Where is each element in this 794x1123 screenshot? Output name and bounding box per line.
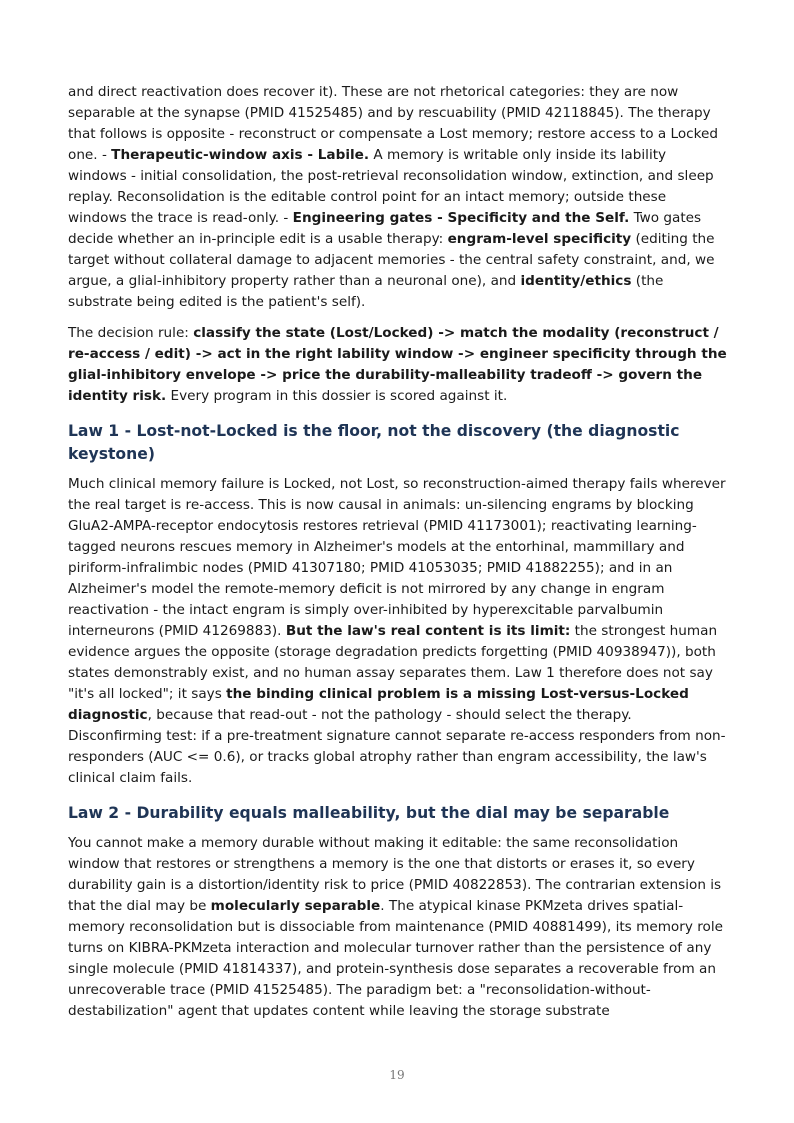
- text-run: and direct reactivation does recover it). These are not rhetorical categories: they are now separable at the synapse (PMID 41525485) and by rescuability (PMID 42118845). The therapy that follows is opposite - reconstruct or compensate a Lost memory; restore access to a Locked one. -: [68, 84, 719, 163]
- law1-paragraph: [68, 474, 728, 789]
- bold-binding-problem: the binding clinical problem is a missing Lost-versus-Locked diagnostic: [68, 686, 689, 723]
- text-run: A memory is writable only inside its lability windows - initial consolidation, the post-retrieval reconsolidation window, extinction, and sleep replay. Reconsolidation is the editable control point for an intact memory; outside these windows the trace is read-only. -: [68, 147, 714, 226]
- page-number: 19: [389, 1068, 405, 1082]
- text-run: . The atypical kinase PKMzeta drives spatial-memory reconsolidation but is dissociable from maintenance (PMID 40881499), its memory role turns on KIBRA-PKMzeta interaction and molecular turnover rather than the persistence of any single molecule (PMID 41814337), and protein-synthesis dose separates a recoverable from an unrecoverable trace (PMID 41525485). The paradigm bet: a "reconsolidation-without-destabilization" agent that updates content while leaving the storage substrate: [68, 898, 723, 1019]
- bold-term-engineering-gates: Engineering gates - Specificity and the Self.: [292, 210, 630, 226]
- text-run: Much clinical memory failure is Locked, not Lost, so reconstruction-aimed therapy fails wherever the real target is re-access. This is now causal in animals: un-silencing engrams by blocking GluA2-AMPA-receptor endocytosis restores retrieval (PMID 41173001); reactivating learning-tagged neurons rescues memory in Alzheimer's models at the entorhinal, mammillary and piriform-infralimbic nodes (PMID 41307180; PMID 41053035; PMID 41882255); and in an Alzheimer's model the remote-memory deficit is not mirrored by any change in engram reactivation - the intact engram is simply over-inhibited by hyperexcitable parvalbumin interneurons (PMID 41269883).: [68, 476, 726, 639]
- text-run: , because that read-out - not the pathology - should select the therapy. Disconfirming test: if a pre-treatment signature cannot separate re-access responders from non-responders (AUC <= 0.6), or tracks global atrophy rather than engram accessibility, the law's clinical claim fails.: [68, 707, 726, 786]
- text-run: The decision rule:: [68, 325, 194, 341]
- document-page: [68, 82, 728, 1032]
- text-run: Every program in this dossier is scored against it.: [166, 388, 508, 404]
- bold-term-engram-specificity: engram-level specificity: [447, 231, 632, 247]
- bold-term-identity-ethics: identity/ethics: [520, 273, 632, 289]
- law1-heading: Law 1 - Lost-not-Locked is the floor, not the discovery (the diagnostic keystone): [68, 422, 680, 463]
- bold-term-therapeutic-window: Therapeutic-window axis - Labile.: [111, 147, 370, 163]
- intro-paragraph: [68, 82, 728, 313]
- bold-law-limit: But the law's real content is its limit:: [285, 623, 571, 639]
- law2-paragraph: [68, 833, 728, 1022]
- text-run: Two gates decide whether an in-principle edit is a usable therapy:: [68, 210, 702, 247]
- text-run: (editing the target without collateral damage to adjacent memories - the central safety constraint, and, we argue, a glial-inhibitory property rather than a neuronal one), and: [68, 231, 715, 289]
- bold-decision-rule: classify the state (Lost/Locked) -> match the modality (reconstruct / re-access / edit) -> act in the right lability window -> engineer specificity through the glial-inhibitory envelope -> price the durability-malleability tradeoff -> govern the identity risk.: [68, 325, 727, 404]
- text-run: (the substrate being edited is the patient's self).: [68, 273, 664, 310]
- law2-heading: Law 2 - Durability equals malleability, but the dial may be separable: [68, 804, 670, 822]
- text-run: the strongest human evidence argues the opposite (storage degradation predicts forgetting (PMID 40938947)), both states demonstrably exist, and no human assay separates them. Law 1 therefore does not say "it's all locked"; it says: [68, 623, 718, 702]
- bold-molecularly-separable: molecularly separable: [210, 898, 381, 914]
- text-run: You cannot make a memory durable without making it editable: the same reconsolidation window that restores or strengthens a memory is the one that distorts or erases it, so every durability gain is a distortion/identity risk to price (PMID 40822853). The contrarian extension is that the dial may be: [68, 835, 722, 914]
- decision-rule-paragraph: [68, 323, 728, 407]
